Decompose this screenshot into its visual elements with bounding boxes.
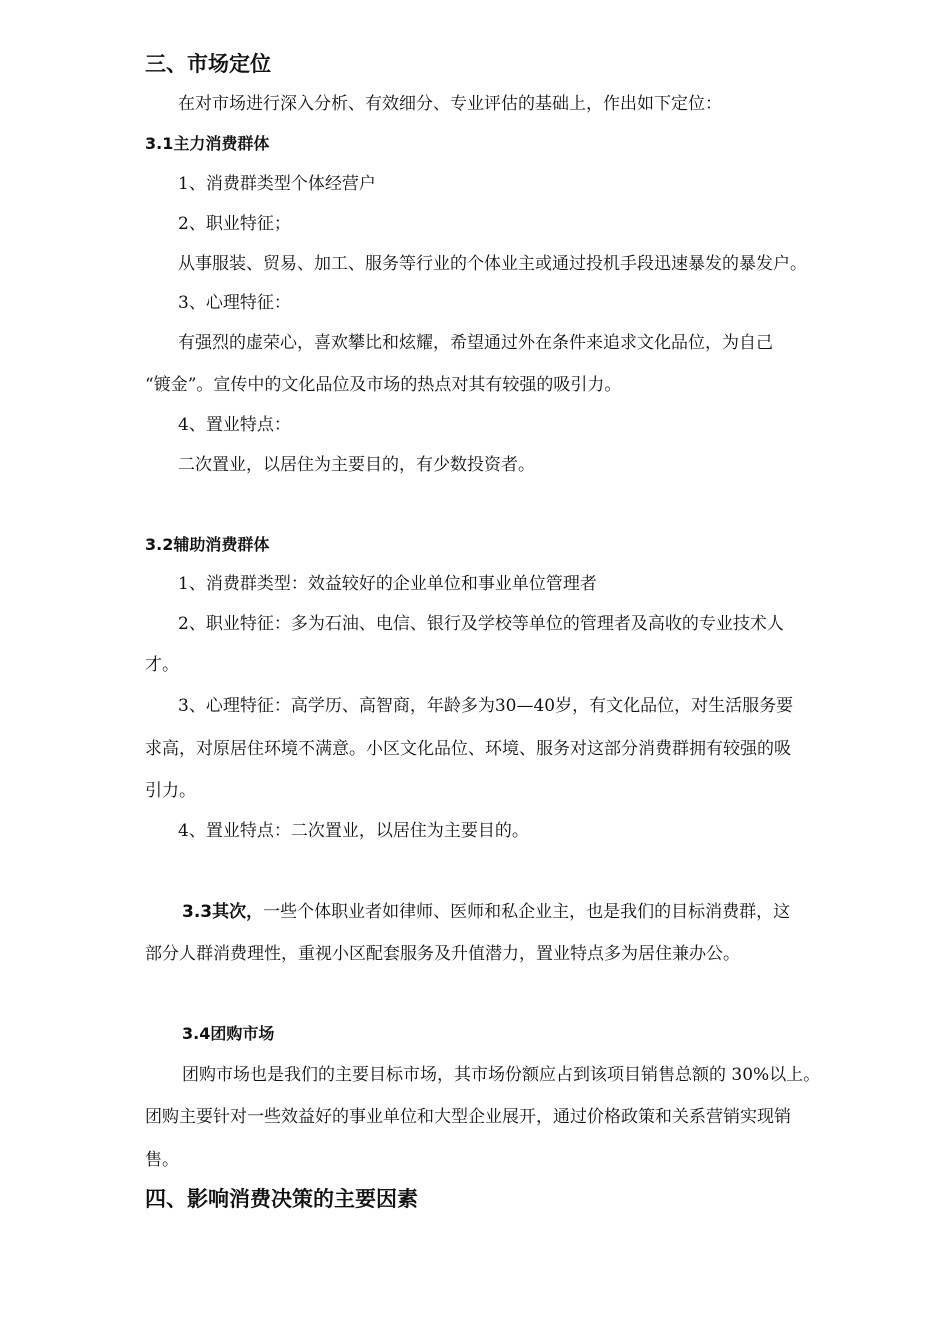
s33-text-1: 一些个体职业者如律师、医师和私企业主，也是我们的目标消费群，这 [263,902,791,922]
subsection-3-2-heading: 3.2辅助消费群体 [145,535,270,554]
section-3-intro: 在对市场进行深入分析、有效细分、专业评估的基础上，作出如下定位： [178,94,722,114]
s32-item-3-1: 3、心理特征：高学历、高智商，年龄多为30—40岁，有文化品位，对生活服务要 [178,696,794,716]
section-3-title: 三、市场定位 [145,52,271,76]
s33-text-2: 部分人群消费理性，重视小区配套服务及升值潜力，置业特点多为居住兼办公。 [145,944,740,964]
s34-text-3: 售。 [145,1150,179,1170]
subsection-3-4-heading: 3.4团购市场 [182,1024,275,1043]
s31-item-1: 1、消费群类型个体经营户 [178,174,376,194]
s31-item-4-text: 二次置业，以居住为主要目的，有少数投资者。 [178,455,535,475]
subsection-3-1-heading: 3.1主力消费群体 [145,134,270,153]
s34-text-2: 团购主要针对一些效益好的事业单位和大型企业展开，通过价格政策和关系营销实现销 [145,1107,791,1127]
s31-item-3-text-2: “镀金”。宣传中的文化品位及市场的热点对其有较强的吸引力。 [145,375,622,395]
s31-item-3-text-1: 有强烈的虚荣心，喜欢攀比和炫耀，希望通过外在条件来追求文化品位，为自己 [178,333,773,353]
s31-item-2: 2、职业特征； [178,214,291,234]
s32-item-3-3: 引力。 [145,781,196,801]
section-4-title: 四、影响消费决策的主要因素 [145,1187,418,1211]
s32-item-2-1: 2、职业特征：多为石油、电信、银行及学校等单位的管理者及高收的专业技术人 [178,614,784,634]
s34-text-1: 团购市场也是我们的主要目标市场，其市场份额应占到该项目销售总额的 30%以上。 [182,1065,821,1085]
s32-item-3-2: 求高，对原居住环境不满意。小区文化品位、环境、服务对这部分消费群拥有较强的吸 [145,739,791,759]
s33-line-1 [182,902,790,922]
s32-item-4: 4、置业特点：二次置业，以居住为主要目的。 [178,821,529,841]
s32-item-2-2: 才。 [145,655,179,675]
s31-item-2-text: 从事服装、贸易、加工、服务等行业的个体业主或通过投机手段迅速暴发的暴发户。 [178,254,807,274]
s31-item-4: 4、置业特点： [178,415,291,435]
s32-item-1: 1、消费群类型：效益较好的企业单位和事业单位管理者 [178,574,597,594]
s33-lead: 3.3其次， [182,902,264,922]
s31-item-3: 3、心理特征： [178,293,291,313]
